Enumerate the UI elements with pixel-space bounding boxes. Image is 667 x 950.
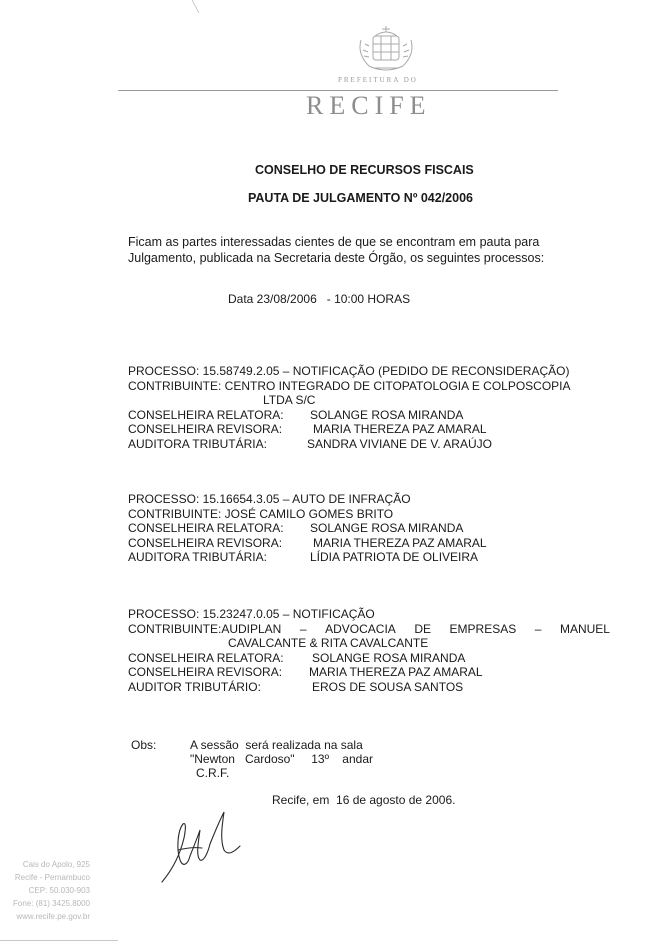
process-block	[128, 364, 571, 451]
auditor-label: AUDITOR TRIBUTÁRIO:	[128, 679, 261, 694]
signoff-date: Recife, em 16 de agosto de 2006.	[272, 793, 456, 807]
reviewer-label: CONSELHEIRA REVISORA:	[128, 535, 283, 550]
address-line: Recife - Pernambuco	[14, 873, 90, 882]
process-taxpayer: CONTRIBUINTE: JOSÉ CAMILO GOMES BRITO	[128, 506, 394, 521]
process-block	[128, 492, 487, 565]
obs-line: A sessão será realizada na sala	[190, 738, 363, 752]
letterhead-city: RECIFE	[306, 91, 432, 120]
process-number: PROCESSO: 15.23247.0.05 – NOTIFICAÇÃO	[128, 607, 375, 621]
council-title: CONSELHO DE RECURSOS FISCAIS	[255, 163, 474, 177]
rapporteur-name: SOLANGE ROSA MIRANDA	[310, 521, 464, 535]
obs-label: Obs:	[131, 738, 157, 752]
signature-scribble	[150, 800, 270, 890]
rapporteur-label: CONSELHEIRA RELATORA:	[128, 407, 284, 422]
process-taxpayer: CONTRIBUINTE: CENTRO INTEGRADO DE CITOPATOLOGIA E COLPOSCOPIA	[128, 378, 571, 393]
process-taxpayer	[128, 622, 610, 637]
auditor-name: SANDRA VIVIANE DE V. ARAÚJO	[307, 436, 492, 451]
session-date: Data 23/08/2006 - 10:00 HORAS	[228, 292, 411, 306]
process-rapporteur	[128, 651, 610, 666]
rapporteur-name: SOLANGE ROSA MIRANDA	[310, 407, 464, 422]
auditor-name: EROS DE SOUSA SANTOS	[312, 679, 464, 694]
taxpayer-word: ADVOCACIA	[325, 621, 396, 636]
process-number: PROCESSO: 15.58749.2.05 – NOTIFICAÇÃO (PEDIDO DE RECONSIDERAÇÃO)	[128, 364, 570, 378]
address-line: Fone: (81) 3425.8000	[13, 899, 90, 908]
process-reviewer	[128, 665, 610, 680]
letterhead-subtitle: PREFEITURA DO	[338, 76, 418, 84]
taxpayer-word: –	[299, 621, 307, 636]
auditor-label: AUDITORA TRIBUTÁRIA:	[128, 550, 267, 564]
process-taxpayer-cont: LTDA S/C	[263, 393, 316, 407]
reviewer-name: MARIA THEREZA PAZ AMARAL	[309, 665, 483, 679]
address-line: Cais do Apolo, 925	[22, 860, 90, 869]
agenda-title: PAUTA DE JULGAMENTO Nº 042/2006	[248, 191, 473, 205]
rapporteur-name: SOLANGE ROSA MIRANDA	[312, 650, 466, 665]
reviewer-label: CONSELHEIRA REVISORA:	[128, 665, 283, 679]
footer-address	[0, 858, 90, 923]
process-auditor	[128, 437, 571, 452]
taxpayer-word: EMPRESAS	[449, 621, 517, 636]
intro-paragraph	[128, 234, 568, 266]
reviewer-name: MARIA THEREZA PAZ AMARAL	[313, 422, 487, 436]
auditor-label: AUDITORA TRIBUTÁRIA:	[128, 436, 267, 451]
obs-text	[190, 738, 373, 780]
taxpayer-word: CONTRIBUINTE:AUDIPLAN	[128, 621, 282, 636]
process-auditor	[128, 680, 610, 695]
address-line: CEP: 50.030-903	[28, 886, 90, 895]
taxpayer-word: MANUEL	[559, 621, 610, 636]
process-reviewer	[128, 422, 571, 437]
rapporteur-label: CONSELHEIRA RELATORA:	[128, 650, 284, 665]
address-line: www.recife.pe.gov.br	[16, 912, 90, 921]
process-taxpayer-cont: CAVALCANTE & RITA CAVALCANTE	[228, 636, 429, 650]
footer-rule	[0, 940, 118, 941]
obs-line: C.R.F.	[196, 766, 230, 780]
coat-of-arms-seal-icon	[355, 22, 417, 74]
reviewer-name: MARIA THEREZA PAZ AMARAL	[313, 535, 487, 550]
intro-line: Ficam as partes interessadas cientes de que se encontram em pauta para	[128, 235, 540, 249]
scan-scratch-mark	[191, 0, 201, 14]
process-reviewer	[128, 535, 487, 551]
taxpayer-word: DE	[414, 621, 431, 636]
process-auditor	[128, 550, 479, 565]
process-block	[128, 607, 610, 694]
obs-line: "Newton Cardoso" 13º andar	[190, 752, 373, 766]
process-rapporteur	[128, 521, 464, 536]
process-rapporteur	[128, 408, 571, 423]
reviewer-label: CONSELHEIRA REVISORA:	[128, 422, 283, 436]
process-number: PROCESSO: 15.16654.3.05 – AUTO DE INFRAÇÃO	[128, 492, 411, 506]
auditor-name: LÍDIA PATRIOTA DE OLIVEIRA	[310, 550, 479, 564]
taxpayer-word: –	[534, 621, 542, 636]
intro-line: Julgamento, publicada na Secretaria deste Órgão, os seguintes processos:	[128, 251, 545, 265]
rapporteur-label: CONSELHEIRA RELATORA:	[128, 521, 284, 535]
